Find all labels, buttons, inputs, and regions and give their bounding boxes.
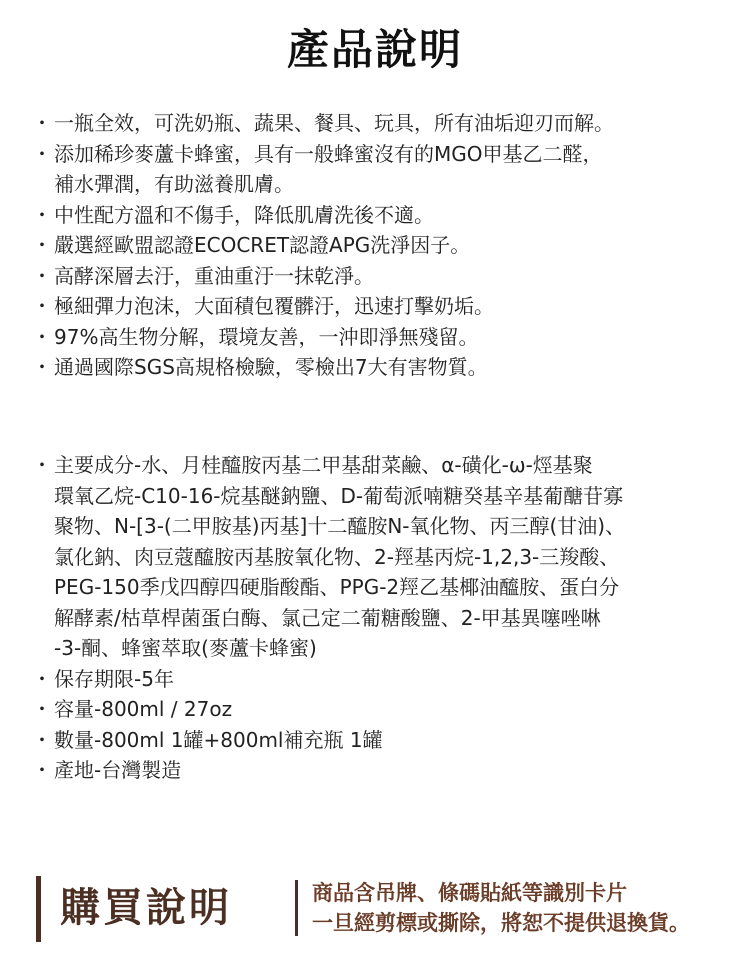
feature-text: 97%高生物分解，環境友善，一沖即淨無殘留。 (54, 324, 479, 349)
page-title: 產品說明 (286, 25, 463, 74)
feature-text: 補水彈潤，有助滋養肌膚。 (54, 172, 294, 196)
feature-item (28, 261, 728, 292)
bullet-icon: ・ (32, 355, 52, 379)
feature-item (28, 230, 728, 261)
quantity-text: 數量-800ml 1罐+800ml補充瓶 1罐 (54, 727, 383, 752)
bullet-icon: ・ (32, 233, 52, 257)
spec-list (28, 450, 728, 786)
feature-list (28, 108, 728, 383)
purchase-note-line: 商品含吊牌、條碼貼紙等識別卡片 (312, 881, 627, 905)
origin-text: 產地-台灣製造 (54, 758, 182, 782)
feature-text: 中性配方溫和不傷手，降低肌膚洗後不適。 (54, 202, 434, 227)
origin-item (28, 755, 728, 786)
ingredients-line: 聚物、N-[3-(二甲胺基)丙基]十二醯胺N-氧化物、丙三醇(甘油)、 (54, 514, 626, 538)
purchase-accent-bar (36, 876, 41, 942)
ingredients-line: 環氧乙烷-C10-16-烷基醚鈉鹽、D-葡萄派喃糖癸基辛基葡醣苷寡 (54, 483, 624, 508)
purchase-note-line: 一旦經剪標或撕除，將恕不提供退換貨。 (312, 911, 690, 935)
feature-text: 嚴選經歐盟認證ECOCRET認證APG洗淨因子。 (54, 233, 471, 257)
ingredients-line: 解酵素/枯草桿菌蛋白酶、氯己定二葡糖酸鹽、2-甲基異噻唑啉 (54, 605, 601, 630)
bullet-icon: ・ (32, 141, 52, 166)
bullet-icon: ・ (32, 294, 52, 318)
purchase-note (312, 878, 690, 938)
ingredients-line: 氯化鈉、肉豆蔻醯胺丙基胺氧化物、2-羥基丙烷-1,2,3-三羧酸、 (54, 544, 620, 569)
feature-item (28, 352, 728, 383)
bullet-icon: ・ (32, 727, 52, 752)
capacity-item (28, 694, 728, 725)
bullet-icon: ・ (32, 324, 52, 349)
feature-item (28, 291, 728, 322)
feature-text: 極細彈力泡沫，大面積包覆髒汙，迅速打擊奶垢。 (54, 294, 494, 318)
bullet-icon: ・ (32, 666, 52, 691)
bullet-icon: ・ (32, 758, 52, 782)
feature-item (28, 108, 728, 139)
bullet-icon: ・ (32, 453, 52, 477)
bullet-icon: ・ (32, 263, 52, 288)
ingredients-item (28, 450, 728, 664)
purchase-title: 購買說明 (60, 885, 232, 931)
capacity-text: 容量-800ml / 27oz (54, 697, 233, 721)
purchase-divider (295, 880, 298, 936)
bullet-icon: ・ (32, 697, 52, 721)
feature-text: 高酵深層去汙，重油重汙一抹乾淨。 (54, 263, 374, 288)
feature-item (28, 322, 728, 353)
ingredients-line: 主要成分-水、月桂醯胺丙基二甲基甜菜鹼、α-磺化-ω-烴基聚 (54, 453, 593, 477)
quantity-item (28, 725, 728, 756)
ingredients-line: PEG-150季戊四醇四硬脂酸酯、PPG-2羥乙基椰油醯胺、蛋白分 (54, 575, 620, 599)
feature-text: 添加稀珍麥蘆卡蜂蜜，具有一般蜂蜜沒有的MGO甲基乙二醛， (54, 141, 603, 166)
bullet-icon: ・ (32, 202, 52, 227)
feature-text: 通過國際SGS高規格檢驗，零檢出7大有害物質。 (54, 355, 488, 379)
shelf-life-item (28, 664, 728, 695)
feature-text: 一瓶全效，可洗奶瓶、蔬果、餐具、玩具，所有油垢迎刃而解。 (54, 111, 614, 135)
feature-item (28, 139, 728, 200)
bullet-icon: ・ (32, 111, 52, 135)
feature-item (28, 200, 728, 231)
shelf-life-text: 保存期限-5年 (54, 666, 174, 691)
ingredients-line: -3-酮、蜂蜜萃取(麥蘆卡蜂蜜) (54, 636, 317, 660)
